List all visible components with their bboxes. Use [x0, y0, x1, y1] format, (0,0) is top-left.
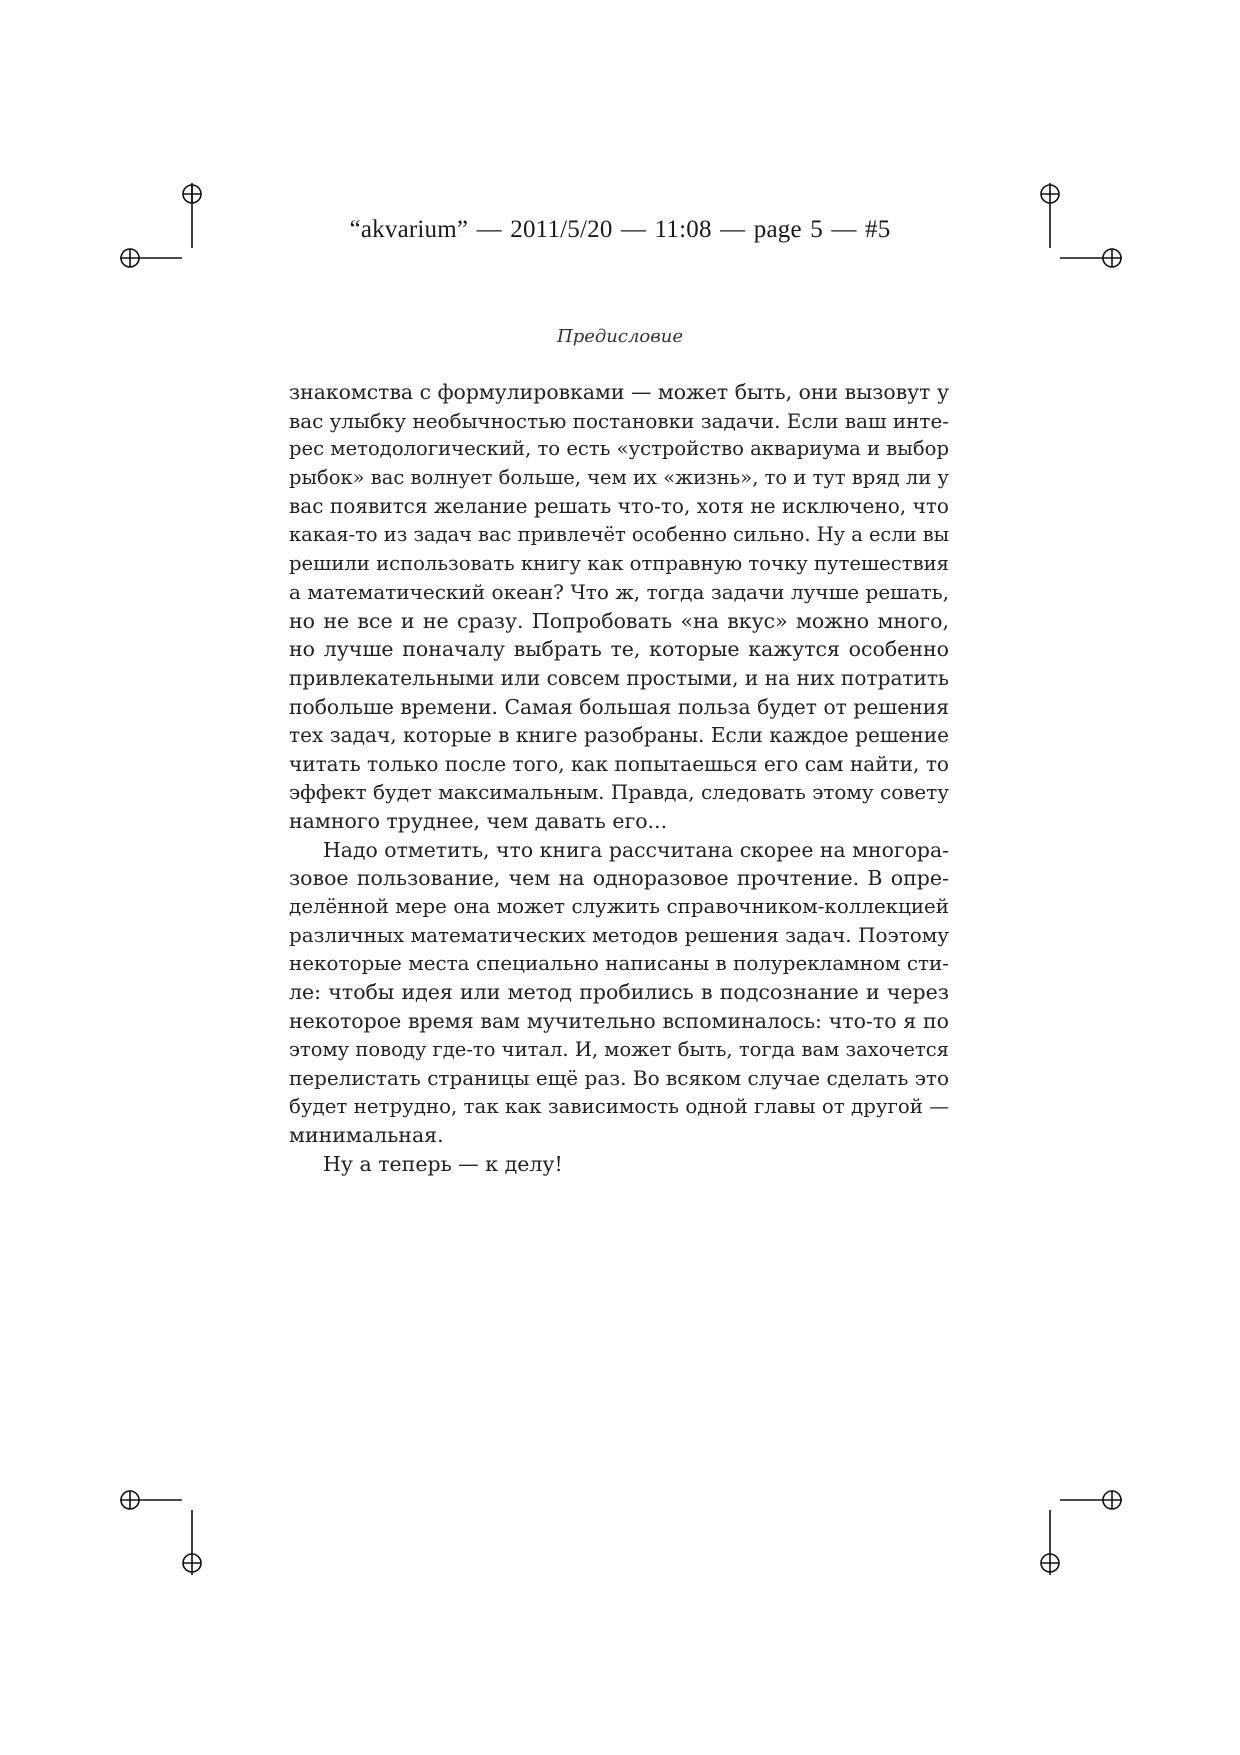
- text-line: Надо отметить, что книга рассчитана скорее на многора-: [323, 837, 949, 862]
- text-line: рес методологический, то есть «устройство аквариума и выбор: [289, 437, 949, 461]
- text-line: какая-то из задач вас привлечёт особенно сильно. Ну а если вы: [289, 522, 950, 546]
- crop-mark-bottom-right: [1041, 1491, 1122, 1575]
- crop-mark-bottom-left: [120, 1491, 201, 1575]
- text-line: различных математических методов решения задач. Поэтому: [289, 923, 949, 948]
- text-line: побольше времени. Самая большая польза будет от решения: [289, 694, 949, 719]
- text-line: вас появится желание решать что-то, хотя не исключено, что: [289, 494, 949, 519]
- text-line: ле: чтобы идея или метод пробились в подсознание и через: [289, 980, 949, 1005]
- print-slug: “akvarium” — 2011/5/20 — 11:08 — page 5 — #5: [349, 216, 891, 243]
- paragraph-1: [289, 378, 949, 836]
- text-line: но лучше поначалу выбрать те, которые кажутся особенно: [289, 637, 949, 662]
- text-line: вас улыбку необычностью постановки задачи. Если ваш инте-: [289, 408, 949, 433]
- text-line: делённой мере она может служить справочником-коллекцией: [289, 894, 949, 918]
- paragraph-2: [289, 836, 949, 1151]
- text-line: знакомства с формулировками — может быть, они вызовут у: [289, 380, 949, 404]
- text-line: этому поводу где-то читал. И, может быть, тогда вам захочется: [289, 1037, 949, 1061]
- text-line: эффект будет максимальным. Правда, следовать этому совету: [289, 780, 949, 805]
- text-line: намного труднее, чем давать его...: [289, 808, 668, 833]
- text-line: рыбок» вас волнует больше, чем их «жизнь», то и тут вряд ли у: [289, 465, 949, 489]
- text-line: а математический океан? Что ж, тогда задачи лучше решать,: [289, 580, 949, 605]
- text-line: перелистать страницы ещё раз. Во всяком случае сделать это: [289, 1066, 949, 1091]
- running-head: Предисловие: [557, 326, 683, 347]
- text-line: некоторое время вам мучительно вспоминалось: что-то я по: [289, 1009, 949, 1034]
- text-line: тех задач, которые в книге разобраны. Если каждое решение: [289, 723, 949, 748]
- text-line: минимальная.: [289, 1123, 444, 1148]
- paragraph-3: [289, 1150, 949, 1179]
- text-line: Ну а теперь — к делу!: [323, 1152, 563, 1177]
- text-line: привлекательными или совсем простыми, и на них потратить: [289, 665, 949, 690]
- text-line: будет нетрудно, так как зависимость одной главы от другой —: [289, 1094, 949, 1118]
- text-line: зовое пользование, чем на одноразовое прочтение. В опре-: [289, 866, 949, 891]
- text-line: решили использовать книгу как отправную точку путешествия: [289, 551, 949, 575]
- text-line: но не все и не сразу. Попробовать «на вкус» можно много,: [289, 608, 949, 633]
- text-line: некоторые места специально написаны в полурекламном сти-: [289, 951, 949, 975]
- text-line: читать только после того, как попытаешься его сам найти, то: [289, 751, 949, 776]
- body-text: [289, 378, 949, 1179]
